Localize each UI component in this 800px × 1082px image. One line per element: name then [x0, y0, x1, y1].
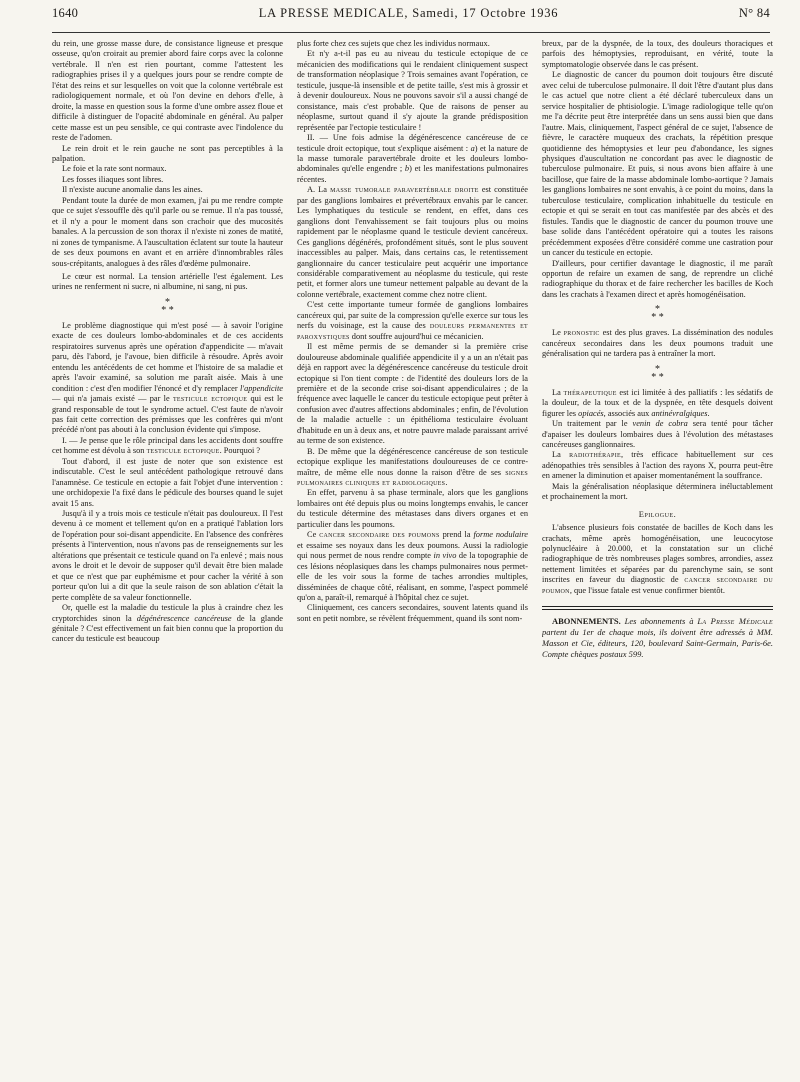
paragraph: Le problème diagnostique qui m'est posé — à savoir l'origine exacte de ces douleurs lombo-abdominales et de ces accidents respiratoires survenus après une opération d'appendicite — m'avait paru, dès l'abord, je l'avoue, bien difficile à résoudre. Après avoir entendu les antécédents de cet homme et l'histoire de sa maladie et après l'avoir examiné, sa solution me paraît aisée. Mais à une condition : c'est d'en modifier l'énoncé et d'y remplacer l'appendicite — qui n'a jamais existé — par le testicule ectopique qui est le grand responsable de tout le syndrome actuel. C'est faute de n'avoir pas fait cette correction des prémisses que les confrères qui m'ont précédé n'ont pas abouti à la conclusion évidente qui s'impose.	[52, 320, 283, 435]
paragraph: I. — Je pense que le rôle principal dans les accidents dont souffre cet homme est dévolu à son testicule ectopique. Pourquoi ?	[52, 435, 283, 456]
paragraph: Tout d'abord, il est juste de noter que son existence est indiscutable. C'est le seul antécédent pathologique retrouvé dans l'anamnèse. Ce testicule en ectopie a fait l'objet d'une intervention : une orchidopexie l'a fixé dans le pédicule des bourses quand le sujet avait 15 ans.	[52, 456, 283, 508]
paragraph: Or, quelle est la maladie du testicule la plus à craindre chez les cryptorchides sinon la dégénérescence cancéreuse de la glande génitale ? C'est effectivement un fait bien connu que la proportion du cancer du testicule est beaucoup	[52, 603, 283, 644]
paragraph: II. — Une fois admise la dégénérescence cancéreuse de ce testicule droit ectopique, tout s'explique aisément : a) et la nature de la masse tumorale paravertébrale droite et les douleurs lombo-abdominales qu'elle engendre ; b) et les manifestations pulmonaires récentes.	[297, 133, 528, 184]
paragraph: En effet, parvenu à sa phase terminale, alors que les ganglions lombaires ont été depuis plus ou moins longtemps envahis, le cancer du testicule détermine des métastases dans divers organes et en particulier dans les poumons.	[297, 488, 528, 529]
paragraph: Il n'existe aucune anomalie dans les aines.	[62, 185, 203, 195]
paragraph: Les fosses iliaques sont libres.	[62, 174, 164, 184]
divider	[542, 609, 773, 610]
paragraph: Le rein droit et le rein gauche ne sont pas perceptibles à la palpation.	[52, 143, 283, 163]
journal-title: LA PRESSE MEDICALE, Samedi, 17 Octobre 1936	[258, 6, 559, 20]
divider	[542, 606, 773, 607]
paragraph: Jusqu'à il y a trois mois ce testicule n'était pas douloureux. Il l'est devenu à ce moment et tellement qu'on en a pratiqué l'ablation lors de l'opération pour soi-disant appendicite. En l'absence des confrères présents à l'intervention, nous n'avons pas de renseignements sur les altérations que présentait ce testicule quand on l'a enlevé ; mais nous avons le droit et le devoir de supposer qu'il devait être bien malade et que ce n'est que par euphémisme et pour cacher la vérité à son porteur qu'on lui a dit que la seule raison de son ablation c'était la perte complète de sa valeur fonctionnelle.	[52, 509, 283, 602]
paragraph: Un traitement par le venin de cobra sera tenté pour tâcher d'apaiser les douleurs lombaires dues à l'évolution des métastases cancéreuses ganglionnaires.	[542, 419, 773, 449]
column-3	[542, 39, 773, 1069]
section-separator: * * *	[161, 296, 174, 316]
paragraph: A. La masse tumorale paravertébrale droite est constituée par des ganglions lombaires et prévertébraux envahis par le cancer. Les lymphatiques du testicule se rendent, en effet, dans ces ganglions dont l'envahissement se fait toujours plus ou moins rapidement par le néoplasme quand le testicule devient cancéreux. Ces ganglions dégénérés, profondément situés, sont le plus souvent inaccessibles au palper. Mais, dans certains cas, le retentissement ganglionnaire du cancer testiculaire peut acquérir une importance considérable comparativement au néoplasme du testicule, qui reste petit, et former alors une tumeur nettement palpable au devant de la colonne vertébrale, exactement comme chez notre client.	[297, 185, 528, 299]
page-number: 1640	[52, 6, 79, 20]
section-separator: * * *	[651, 304, 664, 324]
issue-number: N° 84	[738, 6, 770, 20]
paragraph: Mais la généralisation néoplasique déterminera inéluctablement et prochainement la mort.	[542, 481, 773, 502]
paragraph: du rein, une grosse masse dure, de consistance ligneuse et presque osseuse, qu'on croirait au premier abord faire corps avec la colonne vertébrale. Il n'en est rien pourtant, comme l'attestent les radiographies prises il y a quelques jours pour se rendre compte de l'état des reins et sur lesquelles on voit que la colonne vertébrale est radiologiquement normale, et où l'on devine en dehors d'elle, à droite, la masse en question sous la forme d'une ombre assez floue et difficile à distinguer de l'opacité abdominale en général. Au palper cette masse est un peu sensible, ce qui contraste avec l'indolence du reste de l'adomen.	[52, 39, 283, 143]
epilogue-heading: Epilogue.	[638, 508, 677, 519]
paragraph: Il est même permis de se demander si la première crise douloureuse abdominale qualifiée appendicite il y a un an n'était pas déjà en rapport avec la dégénérescence cancéreuse du testicule droit ectopique si l'on tient compte : de l'identité des douleurs lors de la première et de la seconde crise soi-disant appendiculaires ; de la fréquence avec laquelle le cancer du testicule ectopique peut prêter à confusion avec d'autres affections abdominales ; enfin, de l'évolution de la maladie actuelle : un épithélioma testiculaire évoluant d'habitude en un à deux ans, et notre pauvre malade paraissant arrivé au terme de son existence.	[297, 342, 528, 446]
paragraph: La thérapeutique est ici limitée à des palliatifs : les sédatifs de la douleur, de la toux et de la dyspnée, en tête desquels doivent figurer les opiacés, associés aux antinévralgiques.	[542, 387, 773, 418]
article-body	[52, 39, 773, 1069]
page-header	[52, 6, 770, 28]
paragraph: D'ailleurs, pour certifier davantage le diagnostic, il me paraît opportun de refaire un examen de sang, de reprendre un cliché radiographique du thorax et de faire rechercher les bacilles de Koch dans les crachats à l'examen direct et après homogénéisation.	[542, 258, 773, 299]
paragraph: Le pronostic est des plus graves. La dissémination des nodules cancéreux secondaires dans les deux poumons traduit une généralisation qui ne tardera pas à entraîner la mort.	[542, 328, 773, 359]
paragraph: Le diagnostic de cancer du poumon doit toujours être discuté avec celui de tuberculose pulmonaire. Il doit l'être d'autant plus dans le cas actuel que notre client a été déclaré tuberculeux dans un service hospitalier de phtisiologie. L'image radiologique telle qu'on me l'a décrite peut être interprétée dans un sens aussi bien que dans l'autre. Mais, cliniquement, l'aspect général de ce sujet, l'absence de fièvre, le caractère muqueux des crachats, la répétition presque quotidienne des hémoptysies et leur peu d'abondance, les signes physiques d'auscultation ne concordant pas avec le diagnostic de tuberculose pulmonaire. Et puis, si nous avons bien affaire à une bacillose, que faire de la masse abdominale lombo-aortique ? Jamais les ganglions lombaires ne sont envahis, à ce point du moins, dans la tuberculose testiculaire, complication inhabituelle du testicule en ectopie et qui se serait en tout cas manifestée par des abcès et des fistules. Tandis que le diagnostic de cancer du poumon trouve une base solide dans l'antécédent opératoire qui a toutes les raisons précédemment exposées d'être considéré comme une castration pour un cancer du testicule en ectopie.	[542, 70, 773, 258]
paragraph: Le cœur est normal. La tension artérielle l'est également. Les urines ne renferment ni sucre, ni albumine, ni sang, ni pus.	[52, 271, 283, 292]
paragraph: B. De même que la dégénérescence cancéreuse de son testicule ectopique explique les manifestations douloureuses de ce contre-maître, de même elle nous donne la raison d'être de ses signes pulmonaires cliniques et radiologiques.	[297, 446, 528, 488]
header-rule	[52, 32, 770, 33]
paragraph: C'est cette importante tumeur formée de ganglions lombaires cancéreux qui, par suite de la compression qu'elle exerce sur tous les nerfs du voisinage, est la cause des douleurs permanentes et paroxystiques dont souffre aujourd'hui ce mécanicien.	[297, 300, 528, 341]
paragraph: breux, par de la dyspnée, de la toux, des douleurs thoraciques et parfois des hémoptysies, reproduisant, en vérité, toute la symptomatologie observée dans le cas présent.	[542, 39, 773, 69]
paragraph: Ce cancer secondaire des poumons prend la forme nodulaire et essaime ses noyaux dans les deux poumons. Aussi la radiologie qui nous permet de nous rendre compte in vivo de la topographie de ces lésions néoplasiques dans les champs pulmonaires nous permet-elle de les voir sous la forme de taches arrondies multiples, disséminées de chaque côté, réalisant, en somme, l'aspect pommelé qu'on a, paraît-il, remarqué à l'hôpital chez ce sujet.	[297, 530, 528, 603]
section-separator: * * *	[651, 363, 664, 383]
paragraph: L'absence plusieurs fois constatée de bacilles de Koch dans les crachats, même après homogénéisation, une leucocytose polynucléaire à 20.000, et la constatation sur un cliché radiographique de très nombreuses plages sombres, arrondies, assez nettement limitées et séparées par du parenchyme sain, se sont inscrites en faveur du diagnostic de cancer secondaire du poumon, que l'issue fatale est venue confirmer bientôt.	[542, 523, 773, 595]
column-1	[52, 39, 283, 1069]
paragraph: Pendant toute la durée de mon examen, j'ai pu me rendre compte que ce sujet s'essouffle dès qu'il parle ou se remue. Il n'a pas toussé, et il n'y a pour le moment dans son crachoir que des mucosités banales. A la percussion de son thorax il n'existe ni zones de matité, ni zones de tympanisme. A l'auscultation éclatent sur toute la hauteur de ses deux poumons en avant et en arrière d'innombrables râles sous-crépitants, analogues à des râles d'œdème pulmonaire.	[52, 195, 283, 268]
paragraph: Le foie et la rate sont normaux.	[62, 164, 167, 174]
column-2	[297, 39, 528, 1069]
subscription-notice: ABONNEMENTS. Les abonnements à La Presse Médicale partent du 1er de chaque mois, ils doivent être adressés à MM. Masson et Cie, éditeurs, 120, boulevard Saint-Germain, Paris-6e. Compte chèques postaux 599.	[542, 616, 773, 660]
paragraph: plus forte chez ces sujets que chez les individus normaux.	[297, 39, 490, 48]
paragraph: Cliniquement, ces cancers secondaires, souvent latents quand ils sont en petit nombre, se révèlent fréquemment, quand ils sont nom-	[297, 603, 528, 623]
paragraph: Et n'y a-t-il pas eu au niveau du testicule ectopique de ce mécanicien des modifications qui le rendaient cliniquement suspect de transformation néoplasique ? Trois semaines avant l'opération, ce testicule, jusque-là insensible et de petite taille, s'est mis à grossir et à devenir douloureux. Nous ne pouvons savoir s'il a aussi changé de consistance, mais c'est probable. Que de raisons de penser au néoplasme, surtout quand il s'y ajoute la grande prédisposition représentée par l'ectopie testiculaire !	[297, 49, 528, 132]
paragraph: La radiothérapie, très efficace habituellement sur ces adénopathies très sensibles à l'action des rayons X, pourra peut-être en amener la diminution et apaiser momentanément la souffrance.	[542, 450, 773, 481]
